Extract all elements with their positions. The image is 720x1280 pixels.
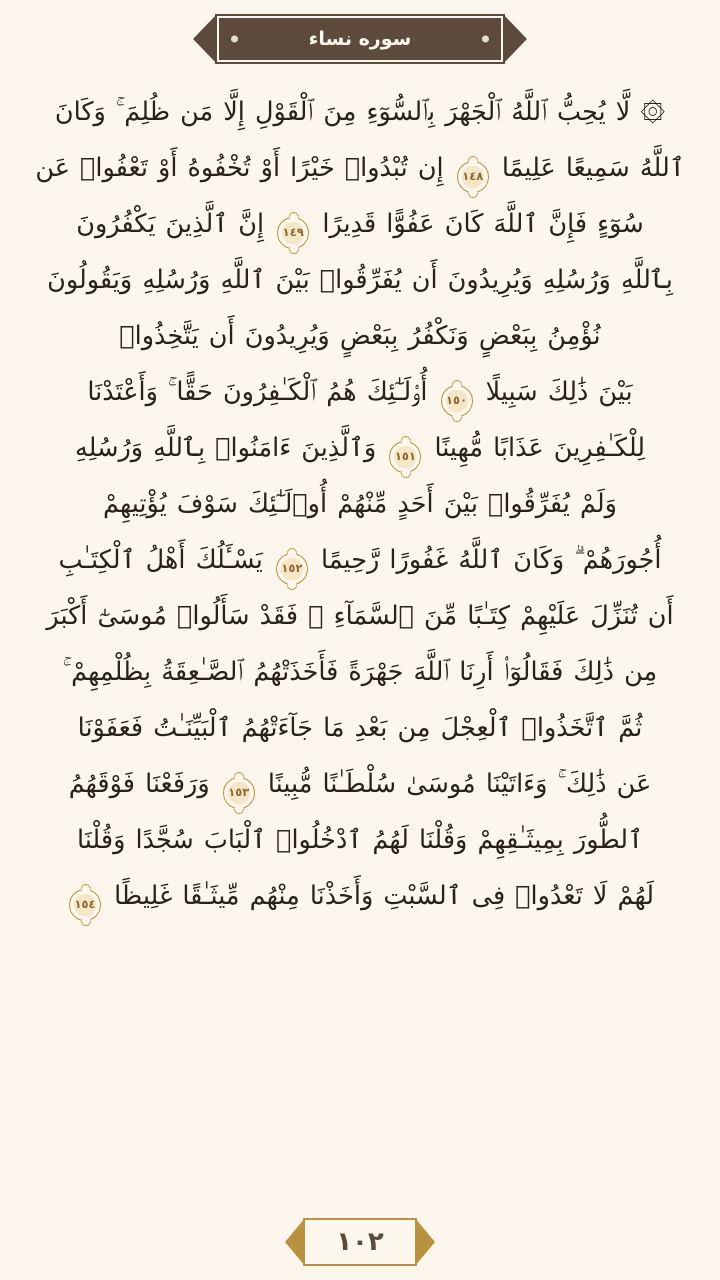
quran-line[interactable] — [26, 868, 694, 924]
quran-line[interactable] — [26, 308, 694, 364]
ayah-text: أُو۟لَـٰٓئِكَ هُمُ ٱلْكَـٰفِرُونَ حَقًّا ۚ وَأَعْتَدْنَا — [87, 377, 428, 407]
quran-line[interactable] — [26, 812, 694, 868]
ayah-text: أَن تُنَزِّلَ عَلَيْهِمْ كِتَـٰبًا مِّنَ ٱلسَّمَآءِ ۚ فَقَدْ سَأَلُوا۟ مُوسَىٰٓ أَكْبَرَ — [46, 601, 674, 631]
ayah-number-medallion[interactable]: ١٥٣ — [223, 777, 255, 809]
ayah-text: يَسْـَٔلُكَ أَهْلُ ٱلْكِتَـٰبِ — [58, 545, 263, 575]
ayah-text: إِنَّ ٱلَّذِينَ يَكْفُرُونَ — [76, 209, 265, 239]
diamond-ornament-icon — [231, 36, 238, 43]
ayah-text: أُجُورَهُمْ ۗ وَكَانَ ٱللَّهُ غَفُورًا رَّحِيمًا — [321, 545, 662, 575]
ayah-text: ٱللَّهُ سَمِيعًا عَلِيمًا — [501, 153, 685, 183]
ayah-text: ثُمَّ ٱتَّخَذُوا۟ ٱلْعِجْلَ مِن بَعْدِ مَا جَآءَتْهُمُ ٱلْبَيِّنَـٰتُ فَعَفَوْنَا — [77, 713, 643, 743]
ayah-text: بَيْنَ ذَٰلِكَ سَبِيلًا — [485, 377, 633, 407]
quran-line[interactable] — [26, 420, 694, 476]
ayah-text: سُوٓءٍ فَإِنَّ ٱللَّهَ كَانَ عَفُوًّا قَدِيرًا — [322, 209, 644, 239]
surah-title-plate[interactable] — [215, 14, 505, 64]
quran-line[interactable] — [26, 196, 694, 252]
ayah-text: ٱلطُّورَ بِمِيثَـٰقِهِمْ وَقُلْنَا لَهُمُ ٱدْخُلُوا۟ ٱلْبَابَ سُجَّدًا وَقُلْنَا — [76, 825, 644, 855]
ayah-text: مِن ذَٰلِكَ فَقَالُوٓا۟ أَرِنَا ٱللَّهَ جَهْرَةً فَأَخَذَتْهُمُ ٱلصَّـٰعِقَةُ بِظُلْمِهِمْ ۚ — [62, 657, 658, 687]
quran-line[interactable] — [26, 252, 694, 308]
quran-line[interactable] — [26, 532, 694, 588]
diamond-ornament-icon — [482, 36, 489, 43]
quran-line[interactable] — [26, 756, 694, 812]
ayah-text: إِن تُبْدُوا۟ خَيْرًا أَوْ تُخْفُوهُ أَوْ تَعْفُوا۟ عَن — [35, 153, 444, 183]
page-number: ١٠٢ — [336, 1227, 384, 1257]
quran-line[interactable] — [26, 84, 694, 140]
mushaf-page — [0, 78, 720, 924]
ayah-text: لِلْكَـٰفِرِينَ عَذَابًا مُّهِينًا — [434, 433, 646, 463]
ayah-flow — [26, 84, 694, 924]
ayah-number-medallion[interactable]: ١٤٩ — [277, 217, 309, 249]
ayah-text: بِٱللَّهِ وَرُسُلِهِ وَيُرِيدُونَ أَن يُفَرِّقُوا۟ بَيْنَ ٱللَّهِ وَرُسُلِهِ وَيَقُولُونَ — [47, 265, 673, 295]
ayah-number-medallion[interactable]: ١٥٢ — [276, 553, 308, 585]
page-header — [0, 0, 720, 78]
surah-name: سوره نساء — [308, 28, 412, 50]
ayah-number-medallion[interactable]: ١٥١ — [389, 441, 421, 473]
ayah-text: لَهُمْ لَا تَعْدُوا۟ فِى ٱلسَّبْتِ وَأَخَذْنَا مِنْهُم مِّيثَـٰقًا غَلِيظًا — [114, 881, 654, 911]
ayah-text: وَٱلَّذِينَ ءَامَنُوا۟ بِٱللَّهِ وَرُسُلِهِ — [74, 433, 377, 463]
ayah-text: عَن ذَٰلِكَ ۚ وَءَاتَيْنَا مُوسَىٰ سُلْطَـٰنًا مُّبِينًا — [267, 769, 652, 799]
page-number-plate[interactable] — [303, 1218, 417, 1266]
ayah-number-medallion[interactable]: ١٥٤ — [69, 889, 101, 921]
quran-line[interactable] — [26, 644, 694, 700]
quran-line[interactable] — [26, 364, 694, 420]
ayah-text: نُؤْمِنُ بِبَعْضٍ وَنَكْفُرُ بِبَعْضٍ وَيُرِيدُونَ أَن يَتَّخِذُوا۟ — [119, 321, 601, 351]
ayah-number-medallion[interactable]: ١٥٠ — [441, 385, 473, 417]
page-footer — [0, 1218, 720, 1266]
ayah-text: وَلَمْ يُفَرِّقُوا۟ بَيْنَ أَحَدٍ مِّنْهُمْ أُو۟لَـٰٓئِكَ سَوْفَ يُؤْتِيهِمْ — [102, 489, 617, 519]
quran-line[interactable] — [26, 140, 694, 196]
quran-line[interactable] — [26, 588, 694, 644]
ayah-number-medallion[interactable]: ١٤٨ — [457, 161, 489, 193]
quran-line[interactable] — [26, 476, 694, 532]
ayah-text: ۞ لَّا يُحِبُّ ٱللَّهُ ٱلْجَهْرَ بِٱلسُّوٓءِ مِنَ ٱلْقَوْلِ إِلَّا مَن ظُلِمَ ۚ وَكَانَ — [54, 97, 666, 127]
ayah-text: وَرَفَعْنَا فَوْقَهُمُ — [68, 769, 210, 799]
quran-line[interactable] — [26, 700, 694, 756]
